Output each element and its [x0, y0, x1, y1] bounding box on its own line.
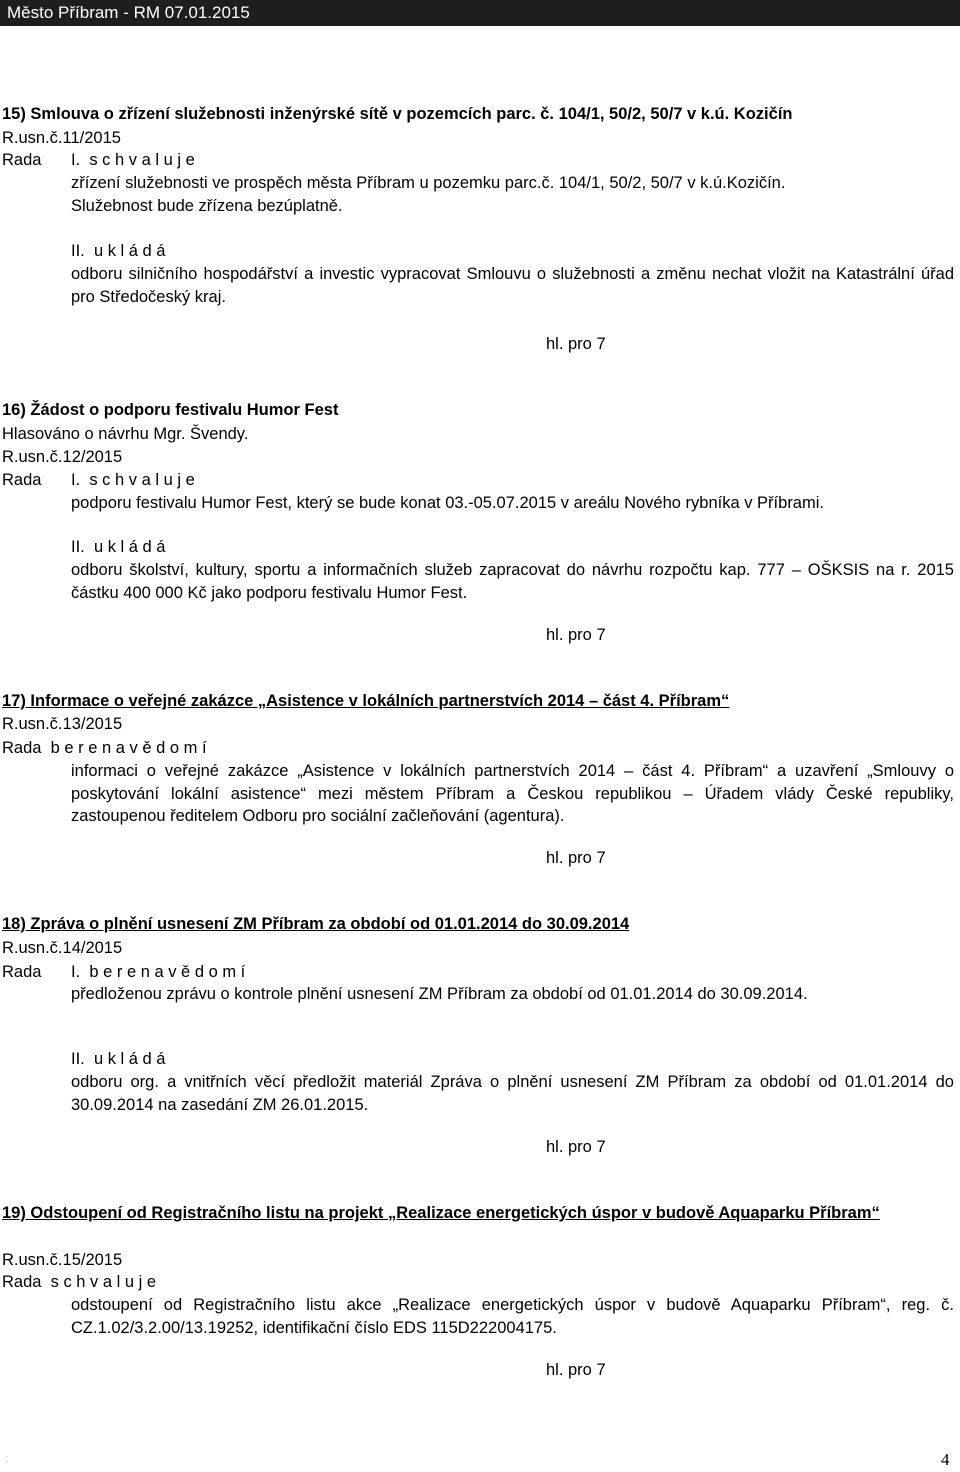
item-16-r1-verb: s c h v a l u j e [89, 471, 195, 489]
item-19-resolution [2, 1271, 156, 1294]
item-18-resolution-2 [71, 1048, 165, 1071]
item-17-resolution [2, 737, 207, 760]
item-17-text: informaci o veřejné zakázce „Asistence v lokálních partnerstvích 2014 – část 4. Příbram“ a uzavření „Smlouvy o poskytování lokální asistence“ mezi městem Příbram a Českou republikou – Úřadem vlády České republiky, zastoupenou ředitelem Odboru pro sociální začleňování (agentura). [71, 762, 954, 825]
item-16-usn: R.usn.č.12/2015 [2, 448, 123, 466]
item-19-text: odstoupení od Registračního listu akce „Realizace energetických úspor v budově Aquaparku Příbram“, reg. č. CZ.1.02/3.2.00/13.19252, identifikační číslo EDS 115D222004175. [71, 1296, 954, 1337]
item-15-r2-label: II. [71, 242, 85, 260]
item-19-verb: s c h v a l u j e [50, 1273, 157, 1291]
item-18-resolution-1 [71, 961, 245, 984]
item-19-vote: hl. pro 7 [546, 1361, 606, 1379]
item-15-r2-text: odboru silničního hospodářství a investic vypracovat Smlouvu o služebnosti a změnu nechat vložit na Katastrální úřad pro Středočeský kraj. [71, 265, 954, 306]
item-16-resolution-2 [71, 536, 165, 559]
item-15-vote: hl. pro 7 [546, 335, 606, 353]
item-15-r1-label: I. [71, 151, 81, 169]
item-18-r2-verb: u k l á d á [93, 1050, 166, 1068]
item-18-usn: R.usn.č.14/2015 [2, 939, 123, 957]
item-16-r2-verb: u k l á d á [93, 538, 166, 556]
item-19-usn: R.usn.č.15/2015 [2, 1251, 123, 1269]
item-16-r1-text: podporu festivalu Humor Fest, který se bude konat 03.-05.07.2015 v areálu Nového rybníka v Příbrami. [71, 494, 824, 512]
item-17-usn: R.usn.č.13/2015 [2, 715, 123, 733]
item-15-r2-verb: u k l á d á [93, 242, 166, 260]
footer-mark: : [5, 1454, 8, 1465]
item-19-rada: Rada [2, 1273, 42, 1291]
item-18-r2-label: II. [71, 1050, 85, 1068]
item-15-resolution-1 [71, 149, 195, 172]
page-number: 4 [941, 1450, 950, 1469]
item-18-rada: Rada [2, 963, 42, 981]
item-16-resolution-1 [71, 469, 195, 492]
item-17-rada: Rada [2, 739, 42, 757]
item-18-r1-verb: b e r e n a v ě d o m í [89, 963, 246, 981]
header-title: Město Příbram - RM 07.01.2015 [7, 3, 250, 22]
item-16-heading: 16) Žádost o podporu festivalu Humor Fest [2, 401, 339, 419]
item-18-vote: hl. pro 7 [546, 1138, 606, 1156]
item-15-r1-text-1: zřízení služebnosti ve prospěch města Příbram u pozemku parc.č. 104/1, 50/2, 50/7 v k.ú.Kozičín. [71, 174, 786, 192]
item-15-resolution-2 [71, 240, 165, 263]
item-18-r1-label: I. [71, 963, 81, 981]
item-17-verb: b e r e n a v ě d o m í [50, 739, 207, 757]
item-16-rada: Rada [2, 471, 42, 489]
item-16-r1-label: I. [71, 471, 81, 489]
item-18-heading: 18) Zpráva o plnění usnesení ZM Příbram za období od 01.01.2014 do 30.09.2014 [2, 915, 630, 933]
item-15-rada: Rada [2, 151, 42, 169]
item-16-note: Hlasováno o návrhu Mgr. Švendy. [2, 425, 249, 443]
item-17-heading: 17) Informace o veřejné zakázce „Asistence v lokálních partnerstvích 2014 – část 4. Příbram“ [2, 692, 730, 710]
item-15-usn: R.usn.č.11/2015 [2, 129, 121, 147]
item-15-heading: 15) Smlouva o zřízení služebnosti inženýrské sítě v pozemcích parc. č. 104/1, 50/2, 50/7 v k.ú. Kozičín [2, 105, 793, 123]
item-16-r2-label: II. [71, 538, 85, 556]
item-16-r2-text: odboru školství, kultury, sportu a informačních služeb zapracovat do návrhu rozpočtu kap. 777 – OŠKSIS na r. 2015 částku 400 000 Kč jako podporu festivalu Humor Fest. [71, 561, 954, 602]
item-15-r1-text-2: Služebnost bude zřízena bezúplatně. [71, 197, 343, 215]
item-17-vote: hl. pro 7 [546, 849, 606, 867]
item-18-r1-text: předloženou zprávu o kontrole plnění usnesení ZM Příbram za období od 01.01.2014 do 30.09.2014. [71, 985, 808, 1003]
item-16-vote: hl. pro 7 [546, 626, 606, 644]
document-header [0, 0, 960, 26]
item-19-heading: 19) Odstoupení od Registračního listu na projekt „Realizace energetických úspor v budově Aquaparku Příbram“ [2, 1204, 880, 1222]
item-18-r2-text: odboru org. a vnitřních věcí předložit materiál Zpráva o plnění usnesení ZM Příbram za období od 01.01.2014 do 30.09.2014 na zasedání ZM 26.01.2015. [71, 1073, 954, 1114]
item-15-r1-verb: s c h v a l u j e [89, 151, 195, 169]
